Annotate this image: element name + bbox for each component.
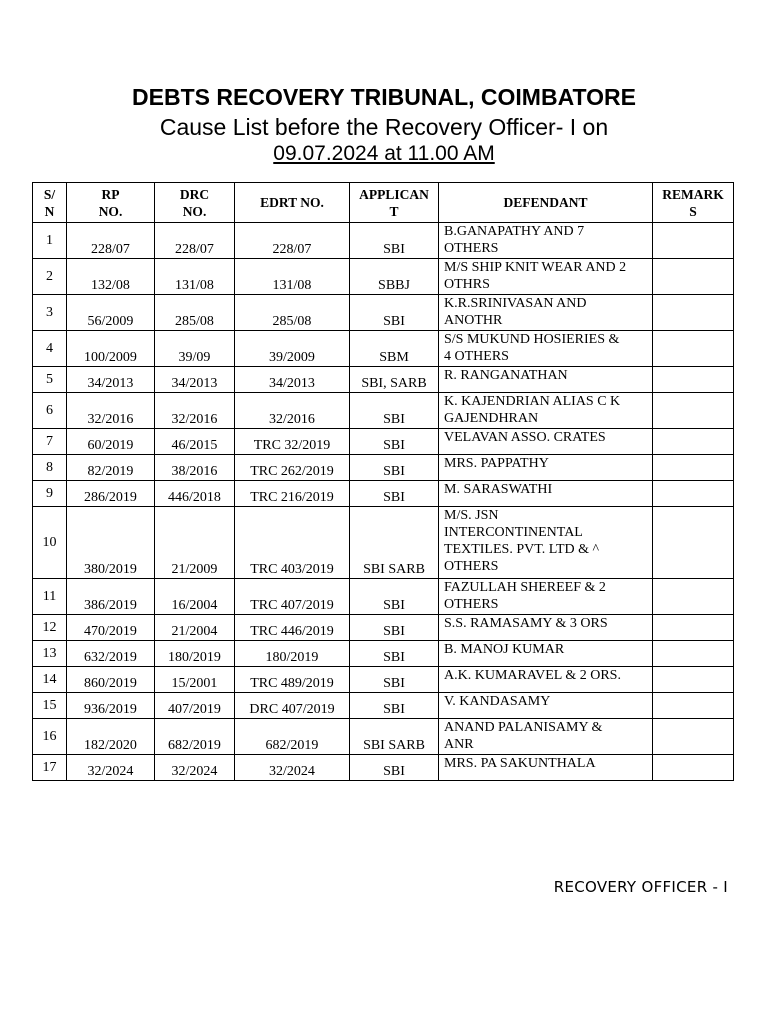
cell-drc-no: 180/2019 [155,641,235,667]
cell-remarks [653,367,734,393]
cell-sn: 4 [33,331,67,367]
cell-drc-no: 285/08 [155,295,235,331]
table-row [33,429,734,455]
table-row [33,223,734,259]
cell-sn: 9 [33,481,67,507]
column-header-edrt-no: EDRT NO. [235,183,350,223]
cell-rp-no: 386/2019 [67,579,155,615]
cell-drc-no: 407/2019 [155,693,235,719]
cell-drc-no: 46/2015 [155,429,235,455]
cell-defendant: M. SARASWATHI [439,481,653,507]
cell-drc-no: 21/2004 [155,615,235,641]
cell-remarks [653,667,734,693]
hearing-date [0,142,768,166]
cell-applicant: SBI [350,223,439,259]
cell-drc-no: 32/2024 [155,755,235,781]
cell-applicant: SBBJ [350,259,439,295]
cell-sn: 10 [33,507,67,579]
cell-applicant: SBI [350,429,439,455]
cause-list-table [32,182,734,781]
cell-sn: 5 [33,367,67,393]
table-row [33,579,734,615]
cell-remarks [653,641,734,667]
cell-rp-no: 228/07 [67,223,155,259]
page-subtitle: Cause List before the Recovery Officer- I on [159,114,609,140]
cell-edrt-no: TRC 407/2019 [235,579,350,615]
cell-drc-no: 15/2001 [155,667,235,693]
cell-rp-no: 286/2019 [67,481,155,507]
cell-applicant: SBI [350,455,439,481]
cell-edrt-no: 32/2024 [235,755,350,781]
cell-edrt-no: 180/2019 [235,641,350,667]
cell-edrt-no: 682/2019 [235,719,350,755]
cell-drc-no: 131/08 [155,259,235,295]
cell-rp-no: 56/2009 [67,295,155,331]
cell-defendant: B.GANAPATHY AND 7 OTHERS [439,223,653,259]
cell-defendant: VELAVAN ASSO. CRATES [439,429,653,455]
cell-sn: 8 [33,455,67,481]
cell-edrt-no: DRC 407/2019 [235,693,350,719]
cell-applicant: SBI [350,755,439,781]
cell-rp-no: 34/2013 [67,367,155,393]
cell-edrt-no: 131/08 [235,259,350,295]
cell-edrt-no: TRC 262/2019 [235,455,350,481]
cell-sn: 3 [33,295,67,331]
cell-edrt-no: 285/08 [235,295,350,331]
table-row [33,507,734,579]
cell-drc-no: 32/2016 [155,393,235,429]
column-header-defendant: DEFENDANT [439,183,653,223]
cell-edrt-no: TRC 32/2019 [235,429,350,455]
cell-defendant: M/S SHIP KNIT WEAR AND 2 OTHRS [439,259,653,295]
cell-defendant: MRS. PAPPATHY [439,455,653,481]
column-header-sn: S/ N [33,183,67,223]
table-row [33,331,734,367]
cell-sn: 2 [33,259,67,295]
cell-drc-no: 38/2016 [155,455,235,481]
column-header-remarks: REMARK S [653,183,734,223]
table-header-row [33,183,734,223]
table-row [33,455,734,481]
table-row [33,667,734,693]
cell-rp-no: 182/2020 [67,719,155,755]
cell-edrt-no: TRC 489/2019 [235,667,350,693]
cell-sn: 12 [33,615,67,641]
cell-rp-no: 132/08 [67,259,155,295]
cell-defendant: FAZULLAH SHEREEF & 2 OTHERS [439,579,653,615]
table-row [33,719,734,755]
cell-defendant: S.S. RAMASAMY & 3 ORS [439,615,653,641]
table-row [33,615,734,641]
cell-drc-no: 34/2013 [155,367,235,393]
cell-drc-no: 16/2004 [155,579,235,615]
column-header-rp-no: RP NO. [67,183,155,223]
cell-rp-no: 860/2019 [67,667,155,693]
cell-rp-no: 470/2019 [67,615,155,641]
cell-edrt-no: 34/2013 [235,367,350,393]
cell-sn: 15 [33,693,67,719]
cell-sn: 6 [33,393,67,429]
cell-defendant: ANAND PALANISAMY & ANR [439,719,653,755]
cell-remarks [653,331,734,367]
cell-applicant: SBI SARB [350,719,439,755]
column-header-applicant: APPLICAN T [350,183,439,223]
cell-remarks [653,259,734,295]
cell-rp-no: 380/2019 [67,507,155,579]
cell-sn: 16 [33,719,67,755]
cell-remarks [653,393,734,429]
page-title: DEBTS RECOVERY TRIBUNAL, COIMBATORE [132,84,636,110]
cell-applicant: SBI [350,481,439,507]
cell-rp-no: 82/2019 [67,455,155,481]
cell-remarks [653,615,734,641]
table-body [33,223,734,781]
cell-remarks [653,579,734,615]
cell-edrt-no: TRC 403/2019 [235,507,350,579]
cell-drc-no: 39/09 [155,331,235,367]
cell-applicant: SBI [350,667,439,693]
cell-remarks [653,429,734,455]
cell-defendant: S/S MUKUND HOSIERIES & 4 OTHERS [439,331,653,367]
cell-remarks [653,223,734,259]
cell-defendant: A.K. KUMARAVEL & 2 ORS. [439,667,653,693]
cell-applicant: SBI SARB [350,507,439,579]
cell-edrt-no: 39/2009 [235,331,350,367]
cell-drc-no: 446/2018 [155,481,235,507]
cell-applicant: SBI, SARB [350,367,439,393]
cell-applicant: SBI [350,693,439,719]
cell-edrt-no: TRC 446/2019 [235,615,350,641]
cell-defendant: R. RANGANATHAN [439,367,653,393]
hearing-date-text: 09.07.2024 at 11.00 AM [273,142,495,165]
cell-rp-no: 32/2016 [67,393,155,429]
table-row [33,295,734,331]
cell-sn: 11 [33,579,67,615]
cell-sn: 13 [33,641,67,667]
cell-defendant: M/S. JSN INTERCONTINENTAL TEXTILES. PVT. LTD & ^ OTHERS [439,507,653,579]
cell-edrt-no: 32/2016 [235,393,350,429]
cell-remarks [653,693,734,719]
table-row [33,367,734,393]
cell-edrt-no: 228/07 [235,223,350,259]
cell-applicant: SBM [350,331,439,367]
cell-applicant: SBI [350,393,439,429]
cell-sn: 7 [33,429,67,455]
cell-applicant: SBI [350,641,439,667]
cell-rp-no: 936/2019 [67,693,155,719]
cell-sn: 17 [33,755,67,781]
cell-remarks [653,755,734,781]
table-row [33,641,734,667]
cell-sn: 1 [33,223,67,259]
cell-rp-no: 60/2019 [67,429,155,455]
table-row [33,755,734,781]
cell-rp-no: 100/2009 [67,331,155,367]
cell-applicant: SBI [350,295,439,331]
cell-remarks [653,295,734,331]
cell-remarks [653,507,734,579]
cell-sn: 14 [33,667,67,693]
table-row [33,259,734,295]
cell-applicant: SBI [350,615,439,641]
cell-rp-no: 632/2019 [67,641,155,667]
cell-edrt-no: TRC 216/2019 [235,481,350,507]
cell-drc-no: 682/2019 [155,719,235,755]
table-row [33,481,734,507]
cell-defendant: MRS. PA SAKUNTHALA [439,755,653,781]
cell-remarks [653,455,734,481]
recovery-officer-signature: RECOVERY OFFICER - I [553,878,728,896]
column-header-drc-no: DRC NO. [155,183,235,223]
cell-applicant: SBI [350,579,439,615]
cell-drc-no: 228/07 [155,223,235,259]
table-row [33,693,734,719]
cell-remarks [653,719,734,755]
table-row [33,393,734,429]
cell-remarks [653,481,734,507]
cell-defendant: B. MANOJ KUMAR [439,641,653,667]
cell-rp-no: 32/2024 [67,755,155,781]
cell-defendant: K. KAJENDRIAN ALIAS C K GAJENDHRAN [439,393,653,429]
cell-defendant: V. KANDASAMY [439,693,653,719]
cell-drc-no: 21/2009 [155,507,235,579]
cell-defendant: K.R.SRINIVASAN AND ANOTHR [439,295,653,331]
